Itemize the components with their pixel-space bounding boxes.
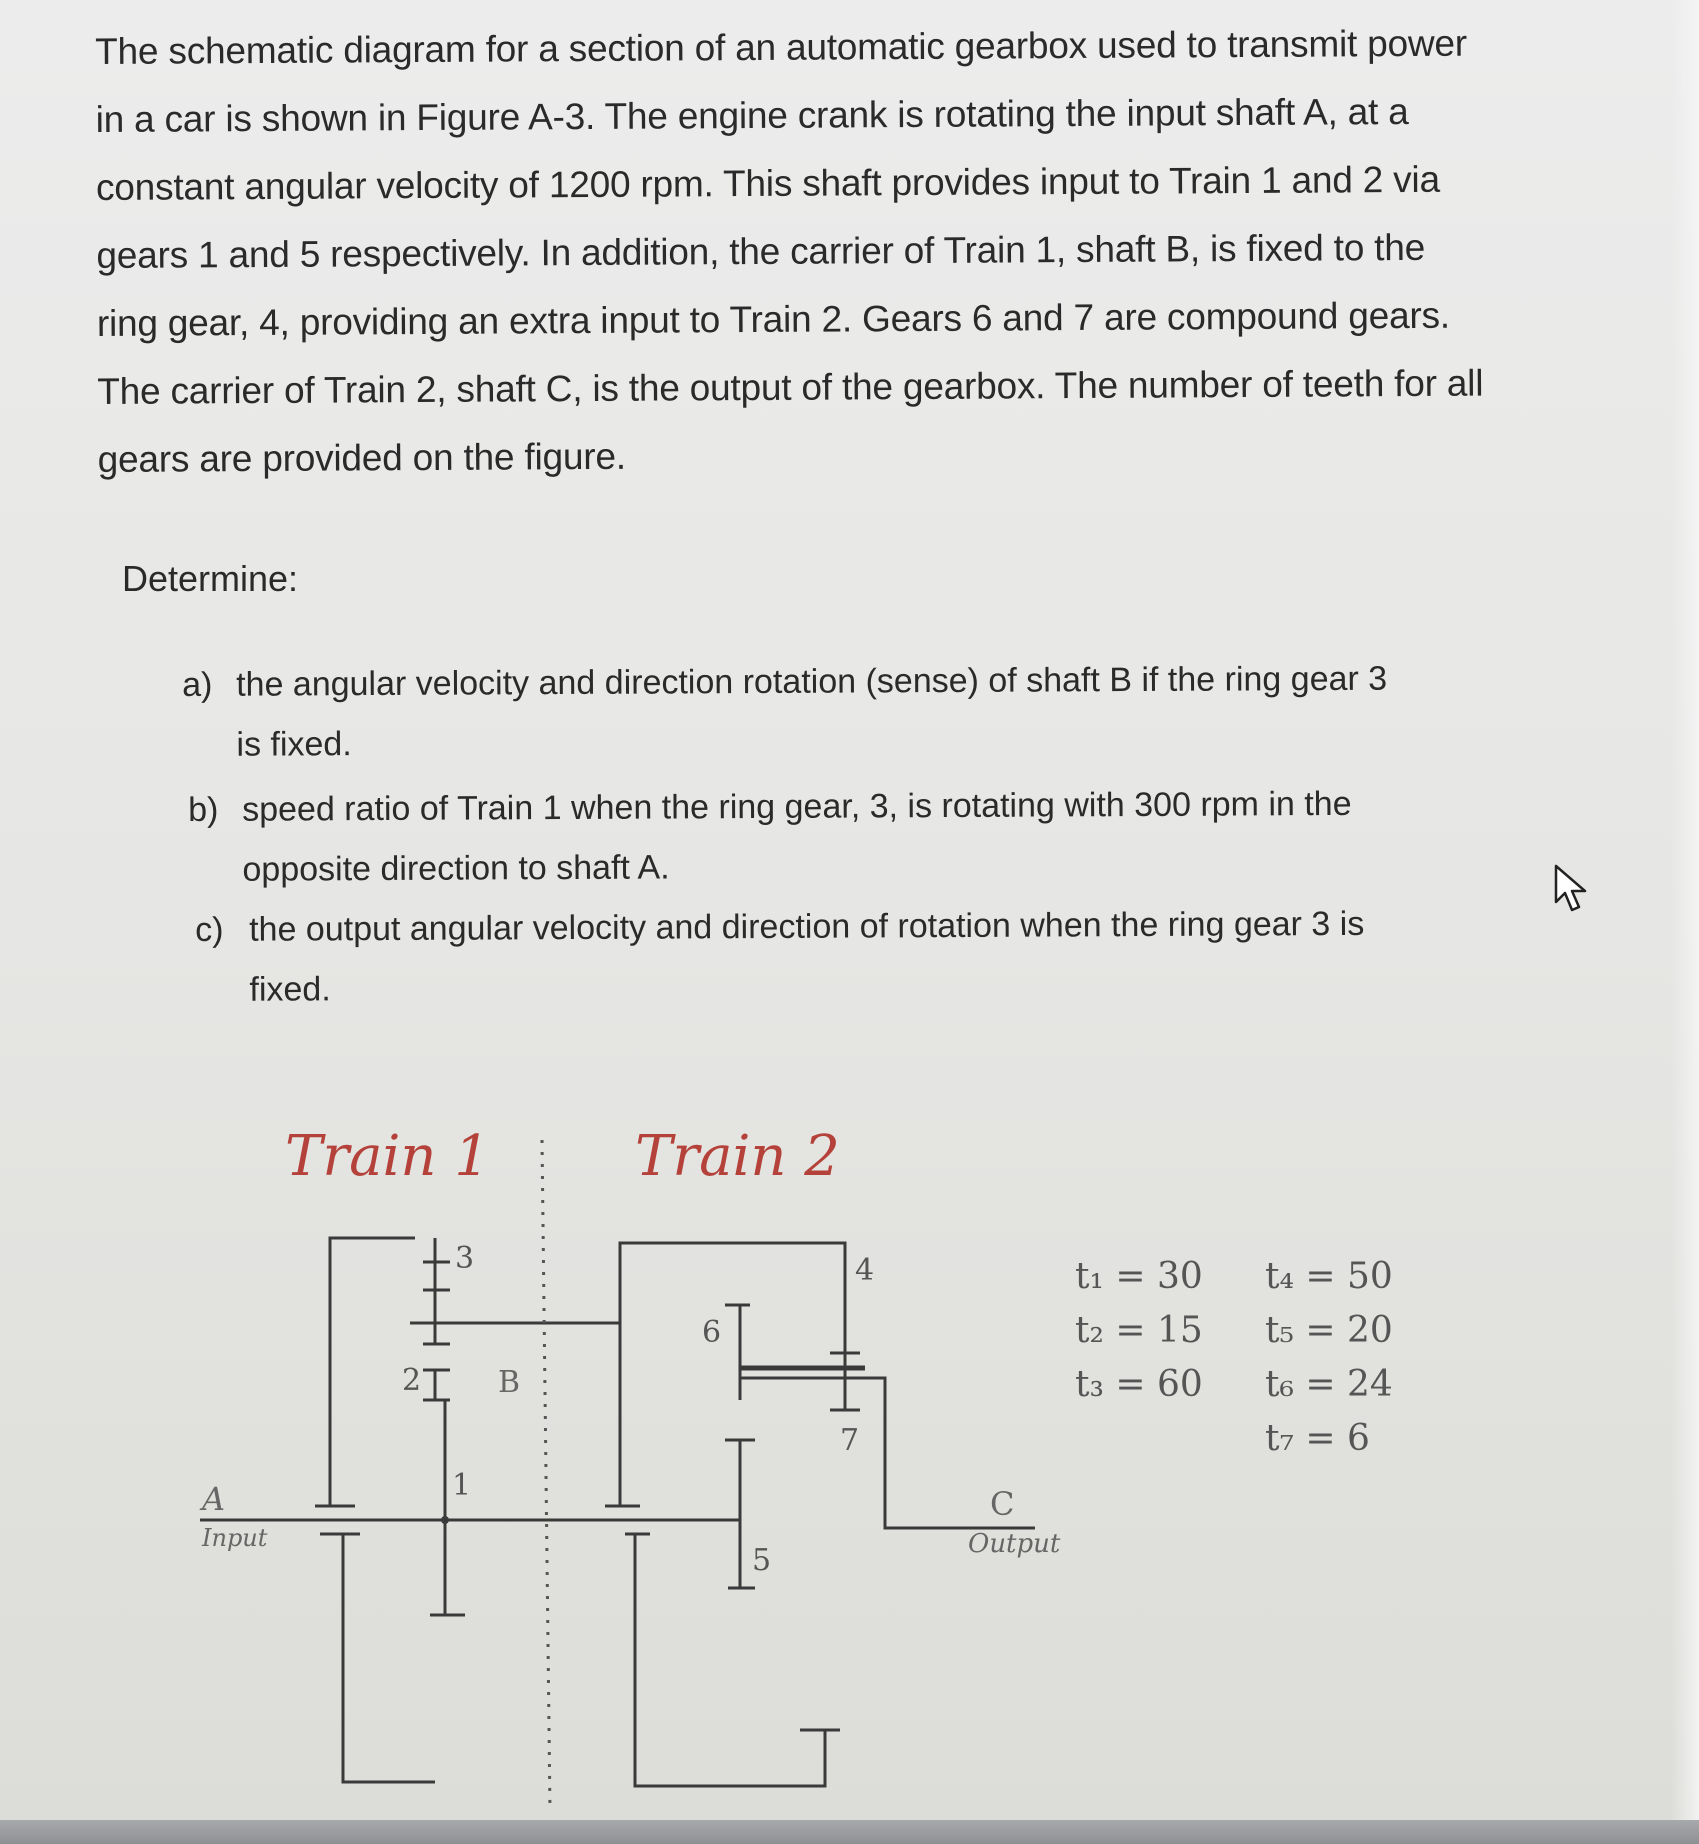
train-1-title: Train 1 [285, 1124, 490, 1189]
question-b-line-1: speed ratio of Train 1 when the ring gear, 3, is rotating with 300 rpm in the [242, 784, 1352, 829]
statement-line-6: The carrier of Train 2, shaft C, is the output of the gearbox. The number of teeth for all [97, 362, 1484, 412]
shaft-a-junction [441, 1516, 449, 1524]
teeth-t2: t₂ = 15 [1075, 1310, 1203, 1351]
ring-gear-3-lower [343, 1534, 435, 1782]
question-c-line-1: the output angular velocity and direction of rotation when the ring gear 3 is [249, 904, 1365, 949]
statement-line-1: The schematic diagram for a section of an automatic gearbox used to transmit power [95, 22, 1468, 72]
question-a-line-1: the angular velocity and direction rotation (sense) of shaft B if the ring gear 3 [236, 659, 1388, 704]
ring-gear-4-lower [635, 1534, 825, 1786]
gearbox-schematic [180, 1110, 1420, 1810]
statement-line-3: constant angular velocity of 1200 rpm. This shaft provides input to Train 1 and 2 via [95, 158, 1441, 208]
input-label: Input [202, 1524, 268, 1552]
teeth-t1: t₁ = 30 [1075, 1256, 1203, 1297]
gear-4-label: 4 [855, 1253, 875, 1288]
teeth-t7: t₇ = 6 [1265, 1418, 1370, 1459]
schematic-lines [200, 1238, 1035, 1786]
bottom-bar [0, 1820, 1699, 1844]
question-c-line-2: fixed. [249, 970, 331, 1009]
gear-1-label: 1 [452, 1468, 472, 1503]
train-divider [542, 1140, 550, 1810]
teeth-t3: t₃ = 60 [1075, 1364, 1203, 1405]
gear-3-label: 3 [455, 1241, 475, 1276]
question-c [195, 894, 1365, 1020]
teeth-t6: t₆ = 24 [1265, 1364, 1393, 1405]
question-c-label: c) [195, 910, 224, 949]
question-b-line-2: opposite direction to shaft A. [242, 848, 670, 889]
page-edge [1671, 0, 1699, 1844]
statement-line-7: gears are provided on the figure. [97, 435, 626, 480]
teeth-t5: t₅ = 20 [1265, 1310, 1393, 1351]
question-a [182, 649, 1388, 775]
determine-heading: Determine: [122, 558, 299, 599]
question-b [188, 774, 1352, 900]
teeth-table [1075, 1256, 1393, 1459]
shaft-b-label: B [498, 1365, 521, 1400]
gear-2-label: 2 [402, 1363, 422, 1398]
statement-line-4: gears 1 and 5 respectively. In addition, the carrier of Train 1, shaft B, is fixed to the [96, 226, 1426, 276]
shaft-c-label: C [990, 1485, 1015, 1523]
statement-line-5: ring gear, 4, providing an extra input to Train 2. Gears 6 and 7 are compound gears. [96, 294, 1450, 344]
problem-statement [95, 9, 1558, 494]
ring-gear-4-frame [620, 1243, 845, 1323]
gear-5-label: 5 [752, 1543, 772, 1578]
gearbox-figure [180, 1110, 1420, 1810]
question-b-label: b) [188, 790, 219, 829]
gear-6-label: 6 [702, 1315, 722, 1350]
statement-line-2: in a car is shown in Figure A-3. The engine crank is rotating the input shaft A, at a [95, 90, 1409, 140]
question-a-label: a) [182, 665, 213, 704]
teeth-t4: t₄ = 50 [1265, 1256, 1393, 1297]
mouse-cursor-icon [1552, 862, 1596, 918]
output-label: Output [968, 1529, 1061, 1559]
question-a-line-2: is fixed. [236, 725, 352, 764]
shaft-a-label: A [202, 1480, 226, 1518]
gear-7-label: 7 [840, 1423, 860, 1458]
train-2-title: Train 2 [635, 1124, 840, 1189]
